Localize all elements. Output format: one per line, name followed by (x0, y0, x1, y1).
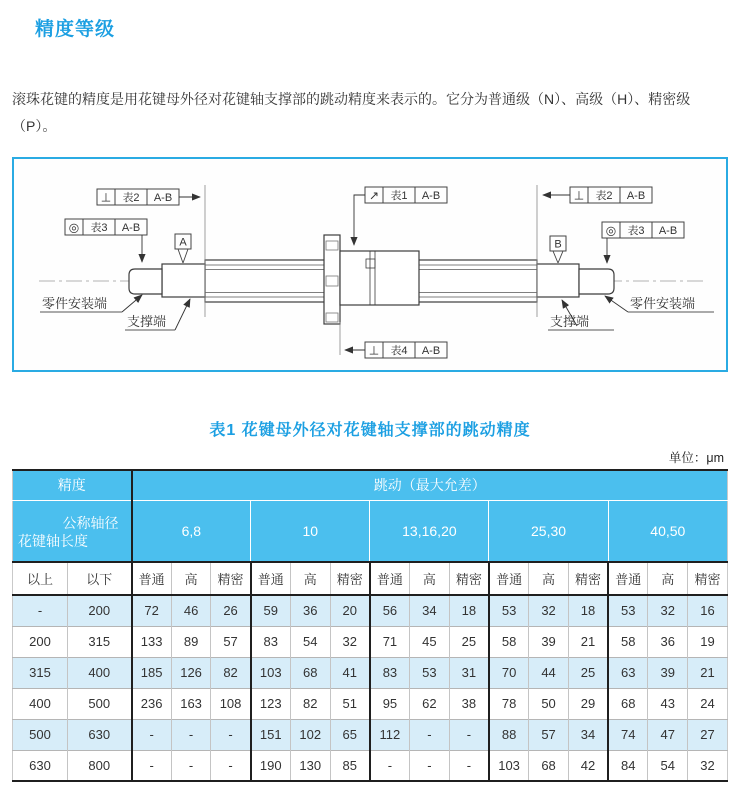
table-cell: 29 (568, 688, 608, 719)
grade-header: 普通 (608, 562, 648, 595)
table-cell: 83 (251, 626, 291, 657)
grade-header: 高 (529, 562, 569, 595)
table-cell: 25 (449, 626, 489, 657)
grade-header: 精密 (449, 562, 489, 595)
table-cell: 50 (529, 688, 569, 719)
table-cell: 24 (688, 688, 728, 719)
spline-shaft-drawing (14, 159, 726, 370)
table-cell: 51 (330, 688, 370, 719)
table-cell: 56 (370, 595, 410, 626)
table-cell: - (132, 719, 172, 750)
fcf-left-perpendicularity (97, 189, 200, 205)
fcf-bottom-perpendicularity (345, 342, 447, 358)
table-cell: 400 (13, 688, 68, 719)
table-cell: 88 (489, 719, 529, 750)
svg-text:A-B: A-B (153, 192, 173, 204)
table-row (13, 626, 728, 657)
table-cell: 800 (68, 750, 132, 781)
table-cell: 53 (410, 657, 450, 688)
table-cell: 126 (171, 657, 211, 688)
spline-shaft-diagram (12, 157, 728, 372)
svg-text:表3: 表3 (627, 225, 645, 237)
grade-header: 普通 (132, 562, 172, 595)
header-row-2 (13, 500, 728, 562)
perpendicularity-icon: ⊥ (368, 343, 380, 358)
table-cell: - (13, 595, 68, 626)
grade-header: 精密 (211, 562, 251, 595)
table-cell: 108 (211, 688, 251, 719)
table-cell: 63 (608, 657, 648, 688)
table-cell: - (370, 750, 410, 781)
grade-header: 普通 (489, 562, 529, 595)
table-cell: 18 (568, 595, 608, 626)
table-cell: 65 (330, 719, 370, 750)
table-cell: 74 (608, 719, 648, 750)
fcf-right-concentricity (602, 222, 684, 263)
table-cell: 151 (251, 719, 291, 750)
table-cell: 630 (68, 719, 132, 750)
intro-text: 滚珠花键的精度是用花键母外径对花键轴支撑部的跳动精度来表示的。它分为普通级（N）、高级（H）、精密级（P）。 (12, 91, 691, 134)
table-cell: 102 (290, 719, 330, 750)
table-cell: 32 (529, 595, 569, 626)
grade-header: 普通 (251, 562, 291, 595)
table-cell: 133 (132, 626, 172, 657)
perpendicularity-icon: ⊥ (573, 188, 585, 203)
table-cell: 26 (211, 595, 251, 626)
table-cell: 44 (529, 657, 569, 688)
diameter-header: 13,16,20 (370, 500, 489, 562)
datum-a (175, 234, 191, 263)
left-support-journal (162, 264, 205, 297)
table-cell: 236 (132, 688, 172, 719)
table-cell: 41 (330, 657, 370, 688)
concentricity-icon: ◎ (605, 223, 617, 238)
table-cell: 71 (370, 626, 410, 657)
fcf-right-perpendicularity (543, 187, 652, 203)
table-cell: 400 (68, 657, 132, 688)
table-cell: 53 (489, 595, 529, 626)
table-cell: 46 (171, 595, 211, 626)
table-cell: 21 (688, 657, 728, 688)
table-cell: 112 (370, 719, 410, 750)
table-cell: 57 (211, 626, 251, 657)
diameter-header: 6,8 (132, 500, 251, 562)
table-cell: 95 (370, 688, 410, 719)
table-cell: 57 (529, 719, 569, 750)
table-cell: 39 (529, 626, 569, 657)
table-cell: - (449, 750, 489, 781)
table-row (13, 657, 728, 688)
grade-header: 精密 (330, 562, 370, 595)
table-cell: 84 (608, 750, 648, 781)
concentricity-icon: ◎ (68, 220, 80, 235)
runout-precision-table (12, 469, 728, 782)
table-cell: 38 (449, 688, 489, 719)
table-cell: - (410, 750, 450, 781)
svg-text:表3: 表3 (90, 222, 108, 234)
table-cell: 72 (132, 595, 172, 626)
right-mount-stub (579, 269, 614, 294)
diameter-header: 40,50 (608, 500, 727, 562)
grade-header: 精密 (568, 562, 608, 595)
table-cell: 43 (648, 688, 688, 719)
grade-header: 高 (410, 562, 450, 595)
fcf-left-concentricity (65, 219, 147, 262)
table-cell: 78 (489, 688, 529, 719)
precision-header: 精度 (13, 470, 132, 500)
table-cell: 500 (13, 719, 68, 750)
table-title: 表1 花键母外径对花键轴支撑部的跳动精度 (209, 422, 531, 439)
svg-text:A: A (179, 236, 187, 249)
table-cell: 54 (648, 750, 688, 781)
datum-b (550, 236, 566, 263)
spline-nut-body (340, 251, 419, 305)
grade-header: 普通 (370, 562, 410, 595)
page-title: 精度等级 (35, 19, 116, 40)
header-row-3 (13, 562, 728, 595)
table-cell: 185 (132, 657, 172, 688)
table-cell: 103 (489, 750, 529, 781)
table-row (13, 595, 728, 626)
table-cell: 68 (290, 657, 330, 688)
table-cell: 163 (171, 688, 211, 719)
table-cell: 16 (688, 595, 728, 626)
table-cell: 82 (211, 657, 251, 688)
table-cell: 25 (568, 657, 608, 688)
table-cell: 200 (68, 595, 132, 626)
table-row (13, 719, 728, 750)
grade-header: 精密 (688, 562, 728, 595)
table-cell: 34 (410, 595, 450, 626)
grade-header: 高 (290, 562, 330, 595)
right-support-label: 支撑端 (550, 314, 590, 329)
svg-text:A-B: A-B (121, 222, 141, 234)
runout-header: 跳动（最大允差） (132, 470, 728, 500)
table-cell: 190 (251, 750, 291, 781)
table-cell: 39 (648, 657, 688, 688)
table-cell: 89 (171, 626, 211, 657)
table-cell: - (132, 750, 172, 781)
header-row-1 (13, 470, 728, 500)
table-row (13, 688, 728, 719)
diameter-header: 10 (251, 500, 370, 562)
table-cell: 58 (608, 626, 648, 657)
table-cell: 36 (290, 595, 330, 626)
table-cell: 103 (251, 657, 291, 688)
table-cell: 34 (568, 719, 608, 750)
left-support-label: 支撑端 (127, 314, 167, 329)
nominal-diameter-label: 公称轴径 (62, 514, 119, 531)
table-cell: 123 (251, 688, 291, 719)
table-cell: 68 (529, 750, 569, 781)
grade-header: 高 (171, 562, 211, 595)
table-cell: 21 (568, 626, 608, 657)
below-header: 以下 (68, 562, 132, 595)
svg-text:A-B: A-B (421, 190, 441, 202)
grade-header: 高 (648, 562, 688, 595)
table-cell: 32 (688, 750, 728, 781)
table-cell: 130 (290, 750, 330, 781)
table-cell: 58 (489, 626, 529, 657)
table-cell: - (410, 719, 450, 750)
table-cell: 500 (68, 688, 132, 719)
table-cell: 54 (290, 626, 330, 657)
table-cell: 82 (290, 688, 330, 719)
table-cell: 18 (449, 595, 489, 626)
table-cell: 68 (608, 688, 648, 719)
table-cell: - (171, 719, 211, 750)
left-mount-stub (129, 269, 162, 294)
table-row (13, 750, 728, 781)
svg-text:A-B: A-B (658, 225, 678, 237)
table-cell: 315 (13, 657, 68, 688)
right-mount-label: 零件安装端 (630, 296, 696, 311)
table-cell: 36 (648, 626, 688, 657)
table-cell: 32 (330, 626, 370, 657)
svg-text:A-B: A-B (421, 345, 441, 357)
fcf-runout (354, 187, 447, 245)
table-cell: - (449, 719, 489, 750)
table-cell: 315 (68, 626, 132, 657)
table-cell: - (211, 719, 251, 750)
table-cell: 19 (688, 626, 728, 657)
table-cell: 200 (13, 626, 68, 657)
above-header: 以上 (13, 562, 68, 595)
table-cell: 59 (251, 595, 291, 626)
table-cell: 27 (688, 719, 728, 750)
table-cell: 32 (648, 595, 688, 626)
svg-text:表2: 表2 (595, 190, 613, 202)
table-cell: 47 (648, 719, 688, 750)
diagonal-header-cell (13, 500, 132, 562)
table-cell: 53 (608, 595, 648, 626)
runout-icon: ↗ (368, 188, 380, 203)
svg-text:表4: 表4 (390, 345, 408, 357)
diameter-header: 25,30 (489, 500, 608, 562)
table-cell: 62 (410, 688, 450, 719)
right-support-journal (537, 264, 579, 297)
svg-text:B: B (554, 238, 562, 251)
table-cell: - (211, 750, 251, 781)
table-cell: 42 (568, 750, 608, 781)
table-cell: 20 (330, 595, 370, 626)
left-mount-label: 零件安装端 (42, 296, 108, 311)
table-cell: 70 (489, 657, 529, 688)
table-cell: 85 (330, 750, 370, 781)
table-cell: - (171, 750, 211, 781)
svg-text:表2: 表2 (122, 192, 140, 204)
table-cell: 83 (370, 657, 410, 688)
svg-text:表1: 表1 (390, 190, 408, 202)
table-cell: 31 (449, 657, 489, 688)
svg-text:A-B: A-B (626, 190, 646, 202)
perpendicularity-icon: ⊥ (100, 190, 112, 205)
table-cell: 630 (13, 750, 68, 781)
table-cell: 45 (410, 626, 450, 657)
unit-label: 单位：μm (668, 451, 724, 465)
shaft-length-label: 花键轴长度 (18, 533, 88, 549)
